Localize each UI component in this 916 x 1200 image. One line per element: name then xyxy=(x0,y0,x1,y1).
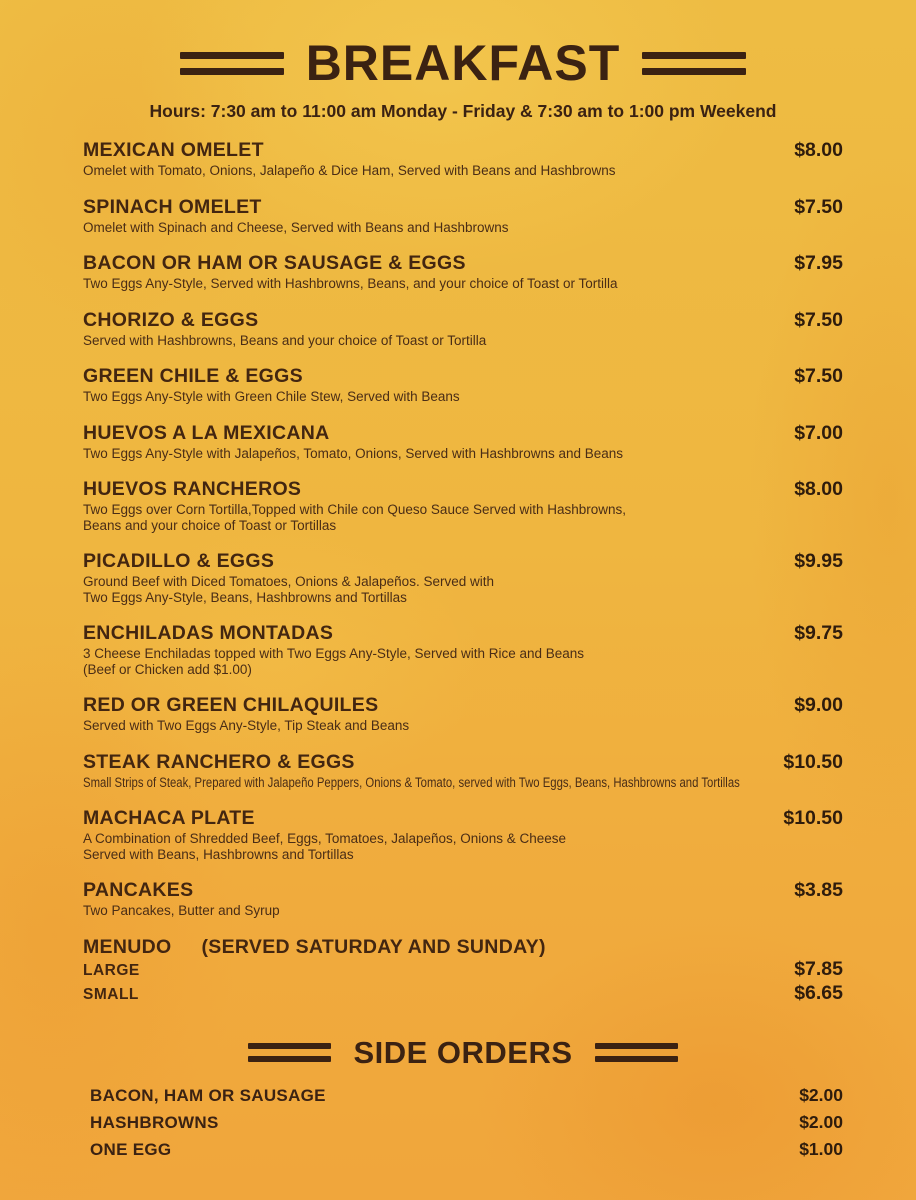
item-price: $6.65 xyxy=(794,981,843,1004)
item-price: $2.00 xyxy=(799,1084,843,1105)
item-price: $7.85 xyxy=(794,957,843,980)
side-orders-section xyxy=(83,1036,843,1163)
item-name: HASHBROWNS xyxy=(90,1112,219,1132)
menu-item-bacon-ham-sausage-eggs xyxy=(83,252,843,292)
item-price: $7.50 xyxy=(794,308,843,331)
item-description: Omelet with Spinach and Cheese, Served with Beans and Hashbrowns xyxy=(83,219,509,235)
item-description: A Combination of Shredded Beef, Eggs, Tomatoes, Jalapeños, Onions & Cheese Served with Beans, Hashbrowns and Tortillas xyxy=(83,831,567,862)
menu-item-mexican-omelet xyxy=(83,139,843,179)
item-name: ONE EGG xyxy=(90,1139,172,1159)
menu-header xyxy=(83,36,843,122)
menu-item-red-or-green-chilaquiles xyxy=(83,694,843,734)
item-price: $10.50 xyxy=(783,807,843,829)
item-name: STEAK RANCHERO & EGGS xyxy=(83,750,355,773)
item-name: CHORIZO & EGGS xyxy=(83,308,259,331)
item-name: ENCHILADAS MONTADAS xyxy=(83,622,334,644)
menudo-size-large xyxy=(83,958,843,982)
item-price: $8.00 xyxy=(794,478,843,500)
menu-item-menudo xyxy=(83,936,843,1006)
item-name: SPINACH OMELET xyxy=(83,195,262,218)
item-price: $1.00 xyxy=(799,1138,843,1159)
double-rule-right xyxy=(595,1043,678,1062)
item-price: $2.00 xyxy=(799,1111,843,1132)
item-name: PICADILLO & EGGS xyxy=(83,550,275,572)
side-order-item xyxy=(83,1082,843,1109)
item-price: $10.50 xyxy=(783,750,843,773)
item-price: $7.50 xyxy=(794,365,843,387)
item-name: MENUDO xyxy=(83,935,172,958)
item-price: $9.00 xyxy=(794,694,843,716)
item-name: HUEVOS A LA MEXICANA xyxy=(83,421,330,444)
menu-item-machaca-plate xyxy=(83,807,843,862)
menu-item-green-chile-eggs xyxy=(83,365,843,405)
side-order-item xyxy=(83,1136,843,1163)
double-rule-left xyxy=(180,52,284,75)
item-price: $7.50 xyxy=(794,195,843,218)
menu-item-pancakes xyxy=(83,879,843,919)
menudo-size-small xyxy=(83,982,843,1006)
side-orders-list xyxy=(83,1082,843,1163)
item-description: Two Eggs over Corn Tortilla,Topped with Chile con Queso Sauce Served with Hashbrowns, Beans and your choice of Toast or Tortillas xyxy=(83,502,627,533)
menu-item-chorizo-eggs xyxy=(83,309,843,349)
item-description: Small Strips of Steak, Prepared with Jalapeño Peppers, Onions & Tomato, served with Two Eggs, Beans, Hashbrowns and Tortillas xyxy=(83,774,740,790)
item-price: $7.00 xyxy=(794,421,843,444)
size-label: LARGE xyxy=(83,961,140,979)
menu-item-picadillo-eggs xyxy=(83,550,843,605)
item-description: 3 Cheese Enchiladas topped with Two Eggs Any-Style, Served with Rice and Beans (Beef or Chicken add $1.00) xyxy=(83,646,585,677)
item-price: $9.95 xyxy=(794,550,843,572)
item-description: Ground Beef with Diced Tomatoes, Onions & Jalapeños. Served with Two Eggs Any-Style, Beans, Hashbrowns and Tortillas xyxy=(83,574,494,605)
item-name: HUEVOS RANCHEROS xyxy=(83,478,302,500)
item-name: RED OR GREEN CHILAQUILES xyxy=(83,694,379,716)
menu-item-enchiladas-montadas xyxy=(83,622,843,677)
item-name: PANCAKES xyxy=(83,879,194,901)
item-description: Two Eggs Any-Style with Jalapeños, Tomato, Onions, Served with Hashbrowns and Beans xyxy=(83,445,624,461)
side-order-item xyxy=(83,1109,843,1136)
double-rule-left xyxy=(248,1043,331,1062)
menudo-availability-note: (SERVED SATURDAY AND SUNDAY) xyxy=(201,935,546,958)
item-name: GREEN CHILE & EGGS xyxy=(83,365,303,387)
item-name: MEXICAN OMELET xyxy=(83,139,264,161)
side-orders-section-header xyxy=(83,1036,843,1070)
menu-item-huevos-rancheros xyxy=(83,478,843,533)
double-rule-right xyxy=(642,52,746,75)
item-name: BACON OR HAM OR SAUSAGE & EGGS xyxy=(83,252,466,274)
menu-title: BREAKFAST xyxy=(305,35,621,91)
menu-item-spinach-omelet xyxy=(83,196,843,236)
breakfast-items xyxy=(83,139,843,1006)
item-price: $8.00 xyxy=(794,139,843,161)
item-description: Served with Hashbrowns, Beans and your choice of Toast or Tortilla xyxy=(83,332,487,348)
item-name: BACON, HAM OR SAUSAGE xyxy=(90,1085,326,1105)
size-label: SMALL xyxy=(83,985,139,1003)
item-description: Omelet with Tomato, Onions, Jalapeño & Dice Ham, Served with Beans and Hashbrowns xyxy=(83,163,616,178)
item-description: Two Eggs Any-Style with Green Chile Stew, Served with Beans xyxy=(83,389,460,404)
menu-item-huevos-a-la-mexicana xyxy=(83,422,843,462)
item-description: Two Eggs Any-Style, Served with Hashbrowns, Beans, and your choice of Toast or Tortilla xyxy=(83,276,618,291)
item-description: Two Pancakes, Butter and Syrup xyxy=(83,903,280,918)
menu-item-steak-ranchero-eggs xyxy=(83,751,843,791)
item-price: $9.75 xyxy=(794,622,843,644)
side-orders-title: SIDE ORDERS xyxy=(353,1034,573,1070)
breakfast-section-header xyxy=(83,36,843,90)
hours-line: Hours: 7:30 am to 11:00 am Monday - Friday & 7:30 am to 1:00 pm Weekend xyxy=(149,101,777,121)
item-price: $7.95 xyxy=(794,252,843,274)
item-price: $3.85 xyxy=(794,879,843,901)
item-description: Served with Two Eggs Any-Style, Tip Steak and Beans xyxy=(83,718,410,733)
item-name: MACHACA PLATE xyxy=(83,807,255,829)
